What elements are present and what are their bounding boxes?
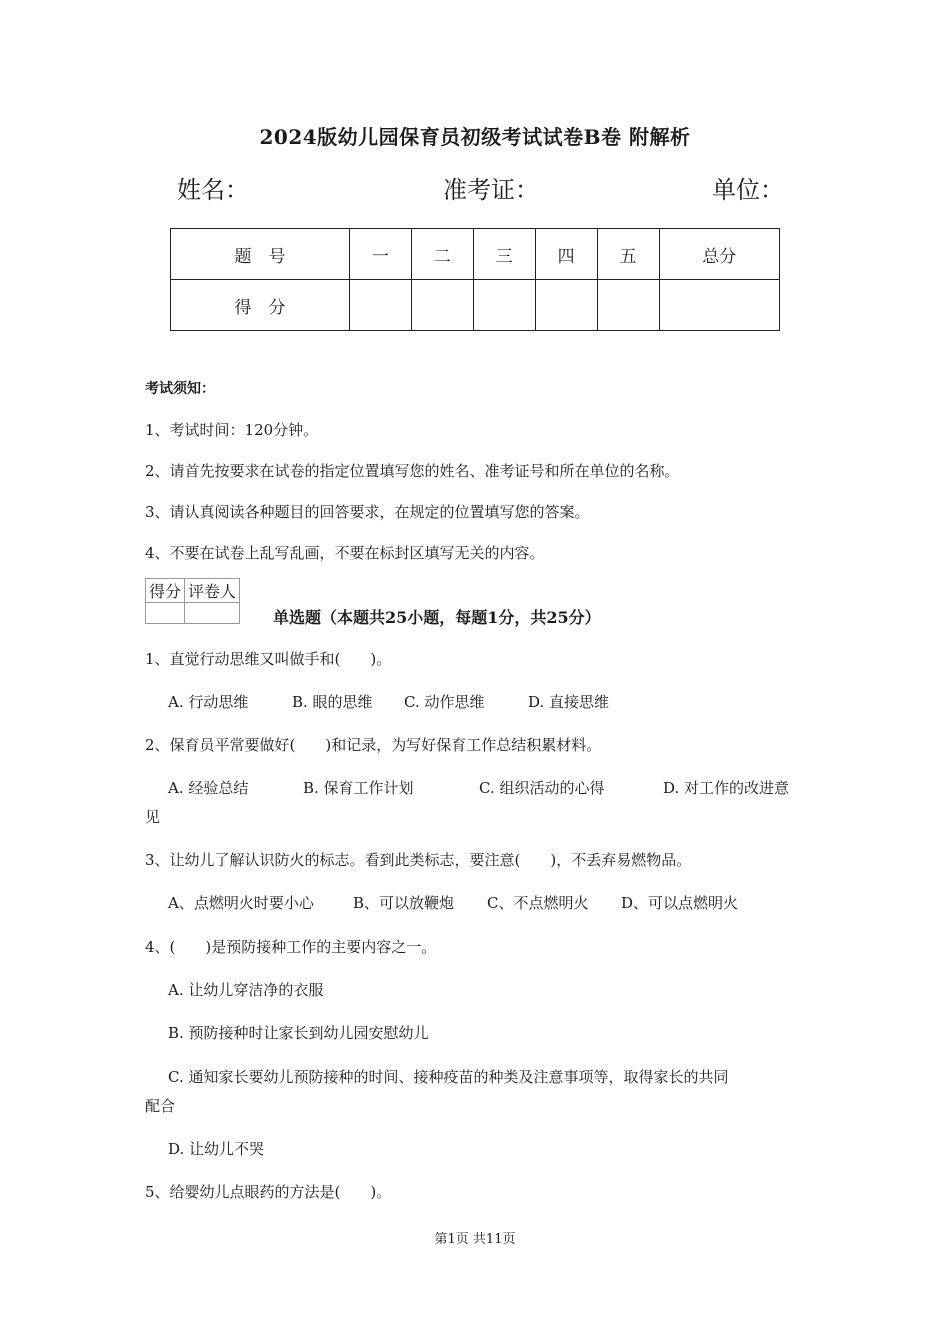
score-table-header-row [171, 229, 780, 280]
question-stem: 4、( )是预防接种工作的主要内容之一。 [145, 938, 437, 956]
section-title: 单选题（本题共25小题，每题1分，共25分） [273, 608, 601, 627]
option-b: B、可以放鞭炮 [353, 894, 455, 912]
score-cell-empty[interactable] [411, 280, 473, 331]
option-c-wrap: 配合 [145, 1097, 176, 1115]
notice-item: 2、请首先按要求在试卷的指定位置填写您的姓名、准考证号和所在单位的名称。 [145, 462, 680, 480]
grader-box [145, 578, 240, 624]
option-a: A、点燃明火时要小心 [168, 894, 314, 912]
exam-title: 2024版幼儿园保育员初级考试试卷B卷 附解析 [259, 125, 691, 149]
score-cell-total: 总分 [659, 229, 779, 280]
option-b: B. 预防接种时让家长到幼儿园安慰幼儿 [168, 1024, 429, 1042]
score-cell-empty[interactable] [349, 280, 411, 331]
option-c: C. 组织活动的心得 [479, 779, 605, 797]
notice-item: 4、不要在试卷上乱写乱画，不要在标封区填写无关的内容。 [145, 544, 545, 562]
grader-reviewer-label: 评卷人 [185, 579, 240, 603]
exam-id-field-label: 准考证： [443, 176, 539, 204]
option-a: A. 行动思维 [168, 693, 249, 711]
grader-score-label: 得分 [146, 579, 185, 603]
notice-item: 1、考试时间：120分钟。 [145, 421, 319, 439]
option-a: A. 让幼儿穿洁净的衣服 [168, 981, 324, 999]
grader-reviewer-cell[interactable] [185, 603, 240, 624]
score-row-label: 得 分 [171, 280, 350, 331]
option-d: D. 让幼儿不哭 [168, 1140, 265, 1158]
option-a: A. 经验总结 [168, 779, 249, 797]
score-table [170, 228, 780, 331]
score-cell-header: 一 [349, 229, 411, 280]
option-d-wrap: 见 [145, 808, 161, 826]
page-footer: 第1页 共11页 [434, 1232, 516, 1247]
score-cell-header: 二 [411, 229, 473, 280]
option-b: B. 眼的思维 [292, 693, 373, 711]
notice-heading: 考试须知： [145, 381, 215, 397]
notice-item: 3、请认真阅读各种题目的回答要求，在规定的位置填写您的答案。 [145, 503, 590, 521]
score-cell-header: 三 [473, 229, 535, 280]
score-cell-empty[interactable] [659, 280, 779, 331]
option-c: C. 动作思维 [404, 693, 485, 711]
unit-field-label: 单位： [712, 176, 784, 204]
score-table-score-row [171, 280, 780, 331]
option-c: C. 通知家长要幼儿预防接种的时间、接种疫苗的种类及注意事项等，取得家长的共同 [168, 1068, 729, 1086]
option-c: C、不点燃明火 [487, 894, 589, 912]
option-d: D. 对工作的改进意 [663, 779, 790, 797]
score-cell-empty[interactable] [535, 280, 597, 331]
question-stem: 5、给婴幼儿点眼药的方法是( )。 [145, 1183, 392, 1201]
score-cell-header: 四 [535, 229, 597, 280]
name-field-label: 姓名： [177, 176, 249, 204]
score-cell-header: 五 [597, 229, 659, 280]
option-d: D、可以点燃明火 [621, 894, 739, 912]
question-stem: 1、直觉行动思维又叫做手和( )。 [145, 650, 392, 668]
question-stem: 2、保育员平常要做好( )和记录，为写好保育工作总结积累材料。 [145, 736, 602, 754]
option-b: B. 保育工作计划 [303, 779, 414, 797]
score-cell-empty[interactable] [473, 280, 535, 331]
question-stem: 3、让幼儿了解认识防火的标志。看到此类标志，要注意( )，不丢弃易燃物品。 [145, 851, 692, 869]
score-cell-label: 题 号 [171, 229, 350, 280]
option-d: D. 直接思维 [528, 693, 610, 711]
score-cell-empty[interactable] [597, 280, 659, 331]
grader-score-cell[interactable] [146, 603, 185, 624]
